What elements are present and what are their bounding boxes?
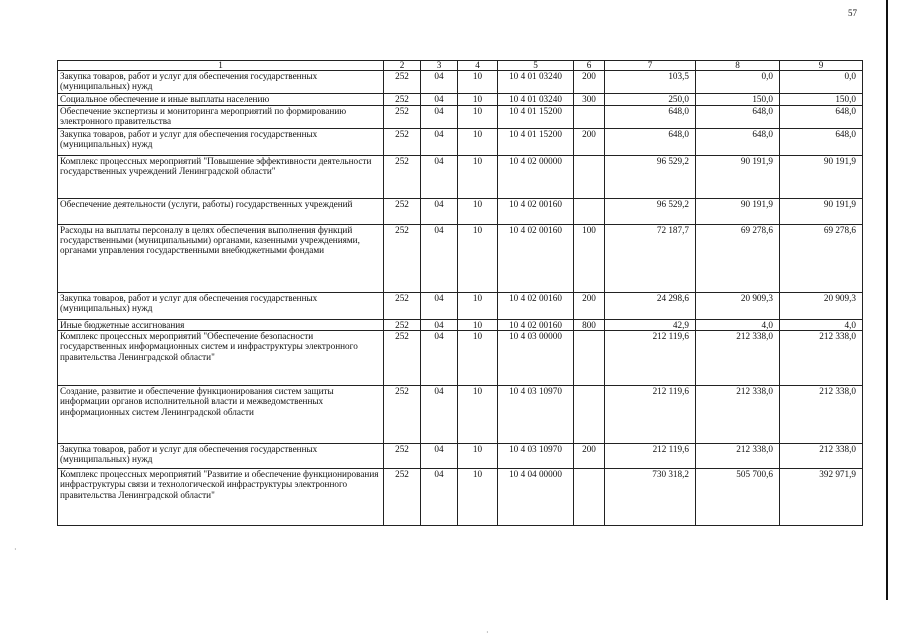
row-col2: 252 xyxy=(384,199,421,225)
row-name: Комплекс процессных мероприятий "Развитие и обеспечение функционирования инфраструктуры связи и технологической инфраструктуры электронного правительства Ленинградской области" xyxy=(58,469,384,526)
row-name: Закупка товаров, работ и услуг для обеспечения государственных (муниципальных) нужд xyxy=(58,129,384,156)
row-col5: 10 4 03 10970 xyxy=(498,386,574,444)
row-col9: 90 191,9 xyxy=(780,156,863,199)
table-row xyxy=(58,106,863,129)
table-row xyxy=(58,320,863,331)
row-col5: 10 4 02 00160 xyxy=(498,225,574,293)
header-cell: 4 xyxy=(458,61,498,71)
header-cell: 5 xyxy=(498,61,574,71)
row-col5: 10 4 02 00160 xyxy=(498,320,574,331)
row-col9: 20 909,3 xyxy=(780,293,863,320)
table-row xyxy=(58,225,863,293)
row-name: Расходы на выплаты персоналу в целях обеспечения выполнения функций государственными (муниципальными) органами, казенными учреждениями, органами управления государственными внебюджетными фондами xyxy=(58,225,384,293)
row-col6: 200 xyxy=(574,293,605,320)
row-col7: 212 119,6 xyxy=(605,444,696,469)
row-col2: 252 xyxy=(384,386,421,444)
table-row xyxy=(58,129,863,156)
row-col8: 648,0 xyxy=(696,106,780,129)
row-col4: 10 xyxy=(458,129,498,156)
row-col8: 212 338,0 xyxy=(696,386,780,444)
row-col7: 250,0 xyxy=(605,94,696,106)
row-col7: 72 187,7 xyxy=(605,225,696,293)
row-col4: 10 xyxy=(458,331,498,386)
row-col7: 103,5 xyxy=(605,71,696,94)
row-col2: 252 xyxy=(384,94,421,106)
row-name: Закупка товаров, работ и услуг для обеспечения государственных (муниципальных) нужд xyxy=(58,71,384,94)
row-col2: 252 xyxy=(384,331,421,386)
row-col4: 10 xyxy=(458,225,498,293)
row-col7: 96 529,2 xyxy=(605,199,696,225)
table-row xyxy=(58,331,863,386)
row-col5: 10 4 02 00160 xyxy=(498,199,574,225)
row-col6: 100 xyxy=(574,225,605,293)
row-col8: 0,0 xyxy=(696,71,780,94)
row-col5: 10 4 02 00000 xyxy=(498,156,574,199)
row-col2: 252 xyxy=(384,444,421,469)
row-col2: 252 xyxy=(384,129,421,156)
row-name: Социальное обеспечение и иные выплаты населению xyxy=(58,94,384,106)
row-col8: 212 338,0 xyxy=(696,331,780,386)
row-col3: 04 xyxy=(421,71,458,94)
row-col4: 10 xyxy=(458,71,498,94)
row-col6: 300 xyxy=(574,94,605,106)
row-name: Комплекс процессных мероприятий "Обеспечение безопасности государственных информационных систем и инфраструктуры электронного правительства Ленинградской области" xyxy=(58,331,384,386)
row-col9: 648,0 xyxy=(780,106,863,129)
header-cell: 9 xyxy=(780,61,863,71)
row-col6: 800 xyxy=(574,320,605,331)
row-col4: 10 xyxy=(458,106,498,129)
row-col4: 10 xyxy=(458,320,498,331)
row-col2: 252 xyxy=(384,469,421,526)
row-name: Закупка товаров, работ и услуг для обеспечения государственных (муниципальных) нужд xyxy=(58,444,384,469)
row-name: Закупка товаров, работ и услуг для обеспечения государственных (муниципальных) нужд xyxy=(58,293,384,320)
table-row xyxy=(58,71,863,94)
table-row xyxy=(58,199,863,225)
row-col5: 10 4 01 03240 xyxy=(498,71,574,94)
row-col5: 10 4 03 00000 xyxy=(498,331,574,386)
row-col2: 252 xyxy=(384,71,421,94)
row-col3: 04 xyxy=(421,444,458,469)
row-col3: 04 xyxy=(421,199,458,225)
row-col9: 0,0 xyxy=(780,71,863,94)
row-name: Комплекс процессных мероприятий "Повышение эффективности деятельности государственных учреждений Ленинградской области" xyxy=(58,156,384,199)
row-col6: 200 xyxy=(574,129,605,156)
row-col3: 04 xyxy=(421,156,458,199)
row-col5: 10 4 04 00000 xyxy=(498,469,574,526)
row-col4: 10 xyxy=(458,94,498,106)
row-col6 xyxy=(574,386,605,444)
row-col6 xyxy=(574,106,605,129)
row-col8: 20 909,3 xyxy=(696,293,780,320)
row-col2: 252 xyxy=(384,225,421,293)
header-cell: 3 xyxy=(421,61,458,71)
header-cell: 1 xyxy=(58,61,384,71)
row-col2: 252 xyxy=(384,320,421,331)
row-col9: 150,0 xyxy=(780,94,863,106)
row-col5: 10 4 01 15200 xyxy=(498,129,574,156)
row-col9: 212 338,0 xyxy=(780,386,863,444)
row-col3: 04 xyxy=(421,469,458,526)
row-col8: 4,0 xyxy=(696,320,780,331)
row-col3: 04 xyxy=(421,106,458,129)
table-row xyxy=(58,469,863,526)
row-col9: 69 278,6 xyxy=(780,225,863,293)
header-cell: 6 xyxy=(574,61,605,71)
row-col3: 04 xyxy=(421,94,458,106)
table-row xyxy=(58,386,863,444)
row-col7: 648,0 xyxy=(605,106,696,129)
row-col9: 4,0 xyxy=(780,320,863,331)
row-col8: 648,0 xyxy=(696,129,780,156)
row-col3: 04 xyxy=(421,225,458,293)
row-col3: 04 xyxy=(421,331,458,386)
row-col5: 10 4 01 15200 xyxy=(498,106,574,129)
row-col4: 10 xyxy=(458,293,498,320)
row-col9: 212 338,0 xyxy=(780,444,863,469)
row-col4: 10 xyxy=(458,469,498,526)
table-row xyxy=(58,444,863,469)
header-cell: 8 xyxy=(696,61,780,71)
row-col8: 505 700,6 xyxy=(696,469,780,526)
row-col7: 212 119,6 xyxy=(605,386,696,444)
row-col6 xyxy=(574,156,605,199)
row-col8: 90 191,9 xyxy=(696,156,780,199)
row-col7: 730 318,2 xyxy=(605,469,696,526)
row-col4: 10 xyxy=(458,199,498,225)
row-col9: 90 191,9 xyxy=(780,199,863,225)
row-col7: 212 119,6 xyxy=(605,331,696,386)
scan-speck: · xyxy=(14,545,17,554)
row-col9: 648,0 xyxy=(780,129,863,156)
row-col6 xyxy=(574,199,605,225)
header-cell: 7 xyxy=(605,61,696,71)
header-cell: 2 xyxy=(384,61,421,71)
row-col7: 24 298,6 xyxy=(605,293,696,320)
row-col9: 392 971,9 xyxy=(780,469,863,526)
row-col3: 04 xyxy=(421,129,458,156)
budget-table xyxy=(57,60,863,526)
row-col7: 42,9 xyxy=(605,320,696,331)
table-row xyxy=(58,156,863,199)
page-number: 57 xyxy=(848,8,857,18)
scan-speck: · xyxy=(486,628,489,637)
row-name: Создание, развитие и обеспечение функционирования систем защиты информации органов исполнительной власти и межведомственных информационных систем Ленинградской области xyxy=(58,386,384,444)
table-row xyxy=(58,94,863,106)
row-col4: 10 xyxy=(458,444,498,469)
row-col2: 252 xyxy=(384,106,421,129)
row-col3: 04 xyxy=(421,293,458,320)
row-name: Обеспечение экспертизы и мониторинга мероприятий по формированию электронного правительства xyxy=(58,106,384,129)
row-col9: 212 338,0 xyxy=(780,331,863,386)
row-name: Обеспечение деятельности (услуги, работы) государственных учреждений xyxy=(58,199,384,225)
row-col8: 69 278,6 xyxy=(696,225,780,293)
row-col8: 150,0 xyxy=(696,94,780,106)
row-name: Иные бюджетные ассигнования xyxy=(58,320,384,331)
row-col5: 10 4 03 10970 xyxy=(498,444,574,469)
row-col6: 200 xyxy=(574,444,605,469)
row-col8: 90 191,9 xyxy=(696,199,780,225)
row-col7: 648,0 xyxy=(605,129,696,156)
row-col3: 04 xyxy=(421,320,458,331)
row-col3: 04 xyxy=(421,386,458,444)
row-col6: 200 xyxy=(574,71,605,94)
table-header-row xyxy=(58,61,863,71)
row-col5: 10 4 02 00160 xyxy=(498,293,574,320)
row-col2: 252 xyxy=(384,156,421,199)
row-col7: 96 529,2 xyxy=(605,156,696,199)
table-row xyxy=(58,293,863,320)
row-col5: 10 4 01 03240 xyxy=(498,94,574,106)
row-col6 xyxy=(574,331,605,386)
row-col2: 252 xyxy=(384,293,421,320)
row-col4: 10 xyxy=(458,386,498,444)
row-col6 xyxy=(574,469,605,526)
row-col4: 10 xyxy=(458,156,498,199)
row-col8: 212 338,0 xyxy=(696,444,780,469)
page-edge-line xyxy=(886,0,888,600)
